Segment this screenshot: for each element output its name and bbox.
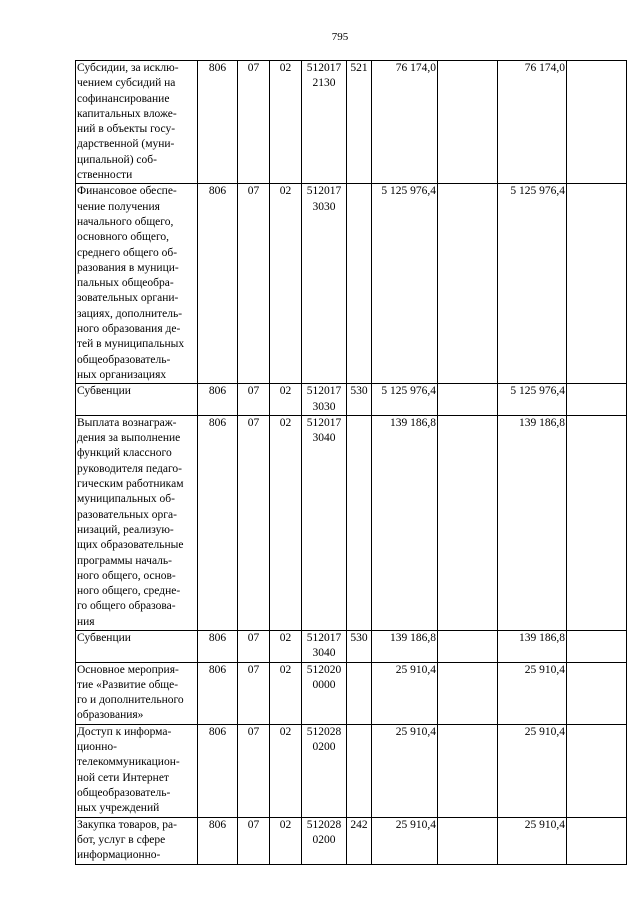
expense-type-code	[347, 662, 372, 724]
section-code: 07	[238, 384, 270, 416]
amount-col-4	[567, 662, 627, 724]
amount-col-4	[567, 724, 627, 817]
amount-col-2	[438, 384, 498, 416]
subsection-code: 02	[270, 724, 302, 817]
amount-col-2	[438, 662, 498, 724]
page-number: 795	[331, 31, 349, 43]
amount-col-2	[438, 630, 498, 662]
target-article-code: 512017 3040	[302, 415, 347, 630]
amount-col-4	[567, 61, 627, 184]
row-name: Выплата вознаграж- дения за выполнение функций классного руководителя педаго- гическим работникам муниципальных об- разовательных орга- низаций, реализую- щих образовательные программы началь- ного общего, основ- ного общего, средне- го общего образова- ния	[76, 415, 198, 630]
amount-col-4	[567, 630, 627, 662]
row-name: Доступ к информа- ционно- телекоммуникацион- ной сети Интернет общеобразователь- ных учреждений	[76, 724, 198, 817]
amount-col-4	[567, 415, 627, 630]
table-row	[76, 630, 627, 662]
table-row	[76, 662, 627, 724]
table-row	[76, 817, 627, 864]
amount-col-3: 25 910,4	[498, 724, 567, 817]
row-name: Финансовое обеспе- чение получения начального общего, основного общего, среднего общего об- разования в муници- пальных общеобра- зовательных органи- зациях, дополнитель- ного образования де- тей в муниципальных общеобразователь- ных организациях	[76, 184, 198, 384]
amount-col-3: 5 125 976,4	[498, 184, 567, 384]
amount-total: 76 174,0	[372, 61, 438, 184]
table-row	[76, 384, 627, 416]
amount-col-4	[567, 184, 627, 384]
table-row	[76, 184, 627, 384]
expense-type-code	[347, 724, 372, 817]
section-code: 07	[238, 817, 270, 864]
section-code: 07	[238, 630, 270, 662]
amount-total: 139 186,8	[372, 415, 438, 630]
amount-col-2	[438, 817, 498, 864]
expense-type-code	[347, 184, 372, 384]
budget-table	[75, 60, 627, 865]
amount-total: 5 125 976,4	[372, 384, 438, 416]
amount-col-2	[438, 415, 498, 630]
amount-col-3: 5 125 976,4	[498, 384, 567, 416]
row-name: Субвенции	[76, 630, 198, 662]
amount-total: 25 910,4	[372, 817, 438, 864]
amount-col-3: 25 910,4	[498, 817, 567, 864]
target-article-code: 512017 3030	[302, 384, 347, 416]
expense-type-code: 530	[347, 384, 372, 416]
section-code: 07	[238, 724, 270, 817]
target-article-code: 512020 0000	[302, 662, 347, 724]
expense-type-code: 530	[347, 630, 372, 662]
table-row	[76, 61, 627, 184]
amount-col-3: 139 186,8	[498, 415, 567, 630]
target-article-code: 512017 3040	[302, 630, 347, 662]
amount-col-2	[438, 724, 498, 817]
amount-total: 25 910,4	[372, 724, 438, 817]
ministry-code: 806	[198, 415, 238, 630]
ministry-code: 806	[198, 61, 238, 184]
expense-type-code	[347, 415, 372, 630]
amount-col-4	[567, 817, 627, 864]
section-code: 07	[238, 184, 270, 384]
table-row	[76, 724, 627, 817]
amount-total: 139 186,8	[372, 630, 438, 662]
amount-col-3: 76 174,0	[498, 61, 567, 184]
amount-col-3: 25 910,4	[498, 662, 567, 724]
subsection-code: 02	[270, 415, 302, 630]
target-article-code: 512017 3030	[302, 184, 347, 384]
row-name: Субвенции	[76, 384, 198, 416]
section-code: 07	[238, 662, 270, 724]
ministry-code: 806	[198, 384, 238, 416]
ministry-code: 806	[198, 184, 238, 384]
subsection-code: 02	[270, 662, 302, 724]
expense-type-code: 242	[347, 817, 372, 864]
subsection-code: 02	[270, 630, 302, 662]
amount-col-3: 139 186,8	[498, 630, 567, 662]
subsection-code: 02	[270, 61, 302, 184]
subsection-code: 02	[270, 817, 302, 864]
amount-total: 25 910,4	[372, 662, 438, 724]
ministry-code: 806	[198, 817, 238, 864]
section-code: 07	[238, 61, 270, 184]
row-name: Основное мероприя- тие «Развитие обще- го и дополнительного образования»	[76, 662, 198, 724]
target-article-code: 512028 0200	[302, 724, 347, 817]
ministry-code: 806	[198, 662, 238, 724]
amount-col-2	[438, 61, 498, 184]
amount-total: 5 125 976,4	[372, 184, 438, 384]
target-article-code: 512028 0200	[302, 817, 347, 864]
subsection-code: 02	[270, 184, 302, 384]
expense-type-code: 521	[347, 61, 372, 184]
ministry-code: 806	[198, 724, 238, 817]
amount-col-2	[438, 184, 498, 384]
row-name: Закупка товаров, ра- бот, услуг в сфере информационно-	[76, 817, 198, 864]
subsection-code: 02	[270, 384, 302, 416]
ministry-code: 806	[198, 630, 238, 662]
table-row	[76, 415, 627, 630]
row-name: Субсидии, за исклю- чением субсидий на софинансирование капитальных вложе- ний в объекты госу- дарственной (муни- ципальной) соб- ственности	[76, 61, 198, 184]
amount-col-4	[567, 384, 627, 416]
target-article-code: 512017 2130	[302, 61, 347, 184]
section-code: 07	[238, 415, 270, 630]
